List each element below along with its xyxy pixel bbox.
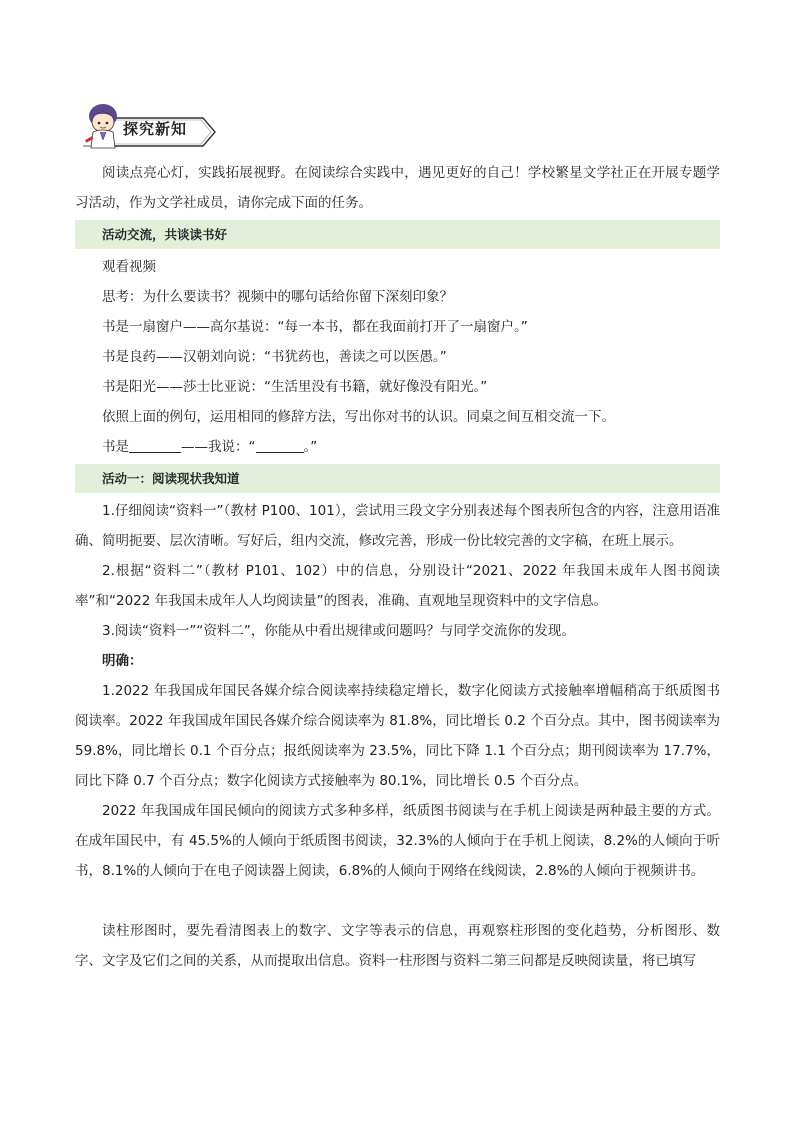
task-item: 1.仔细阅读“资料一”（教材 P100、101），尝试用三段文字分别表述每个图表所包含的内容，注意用语准确、简明扼要、层次清晰。写好后，组内交流，修改完善，形成一份比较完善的文字稿，在班上展示。	[75, 503, 720, 549]
answer-paragraph: 1.2022 年我国成年国民各媒介综合阅读率持续稳定增长，数字化阅读方式接触率增幅稍高于纸质图书阅读率。2022 年我国成年国民各媒介综合阅读率为 81.8%，同比增长 0.2 个百分点。其中，图书阅读率为 59.8%，同比增长 0.1 个百分点；报纸阅读率为 23.5%，同比下降 1.1 个百分点；期刊阅读率为 17.7%，同比下降 0.7 个百分点；数字化阅读方式接触率为 80.1%，同比增长 0.5 个百分点。	[75, 683, 720, 789]
answer-blank-1[interactable]	[129, 438, 181, 453]
section-badge-label: 探究新知	[123, 120, 188, 138]
exchange-line: 观看视频	[102, 259, 156, 275]
exchange-line: 思考：为什么要读书？视频中的哪句话给你留下深刻印象？	[102, 289, 453, 305]
closing-paragraph: 读柱形图时，要先看清图表上的数字、文字等表示的信息，再观察柱形图的变化趋势，分析图形、数字、文字及它们之间的关系，从而提取出信息。资料一柱形图与资料二第三问都是反映阅读量，将已填写	[75, 923, 720, 969]
exchange-line: 依照上面的例句，运用相同的修辞方法，写出你对书的认识。同桌之间互相交流一下。	[102, 409, 615, 425]
exchange-line: 书是良药——汉朝刘向说：“书犹药也，善读之可以医愚。”	[102, 349, 447, 365]
answer-label: 明确：	[102, 653, 143, 669]
fill-suffix: 。”	[303, 439, 318, 455]
document-body	[75, 158, 720, 976]
section-heading-activity-one: 活动一：阅读现状我知道	[75, 464, 720, 493]
fill-prefix: 书是	[102, 439, 129, 455]
intro-paragraph: 阅读点亮心灯，实践拓展视野。在阅读综合实践中，遇见更好的自己！学校繁星文学社正在开展专题学习活动，作为文学社成员，请你完成下面的任务。	[75, 165, 720, 211]
exchange-line: 书是一扇窗户——高尔基说：“每一本书，都在我面前打开了一扇窗户。”	[102, 319, 528, 335]
section-heading-exchange: 活动交流，共谈读书好	[75, 220, 720, 249]
fill-middle: ——我说：“	[181, 439, 256, 455]
answer-paragraph: 2022 年我国成年国民倾向的阅读方式多种多样，纸质图书阅读与在手机上阅读是两种最主要的方式。在成年国民中，有 45.5%的人倾向于纸质图书阅读，32.3%的人倾向于在手机上阅读，8.2%的人倾向于听书，8.1%的人倾向于在电子阅读器上阅读，6.8%的人倾向于网络在线阅读，2.8%的人倾向于视频讲书。	[75, 803, 720, 879]
task-item: 2.根据“资料二”（教材 P101、102）中的信息，分别设计“2021、2022 年我国未成年人图书阅读率”和“2022 年我国未成年人人均阅读量”的图表，准确、直观地呈现资料中的文字信息。	[75, 563, 720, 609]
section-badge	[77, 96, 217, 152]
answer-blank-2[interactable]	[256, 438, 304, 453]
fill-in-line	[75, 432, 720, 462]
spacer	[75, 886, 720, 916]
task-item: 3.阅读“资料一”“资料二”，你能从中看出规律或问题吗？与同学交流你的发现。	[102, 623, 575, 639]
exchange-line: 书是阳光——莎士比亚说：“生活里没有书籍，就好像没有阳光。”	[102, 379, 488, 395]
